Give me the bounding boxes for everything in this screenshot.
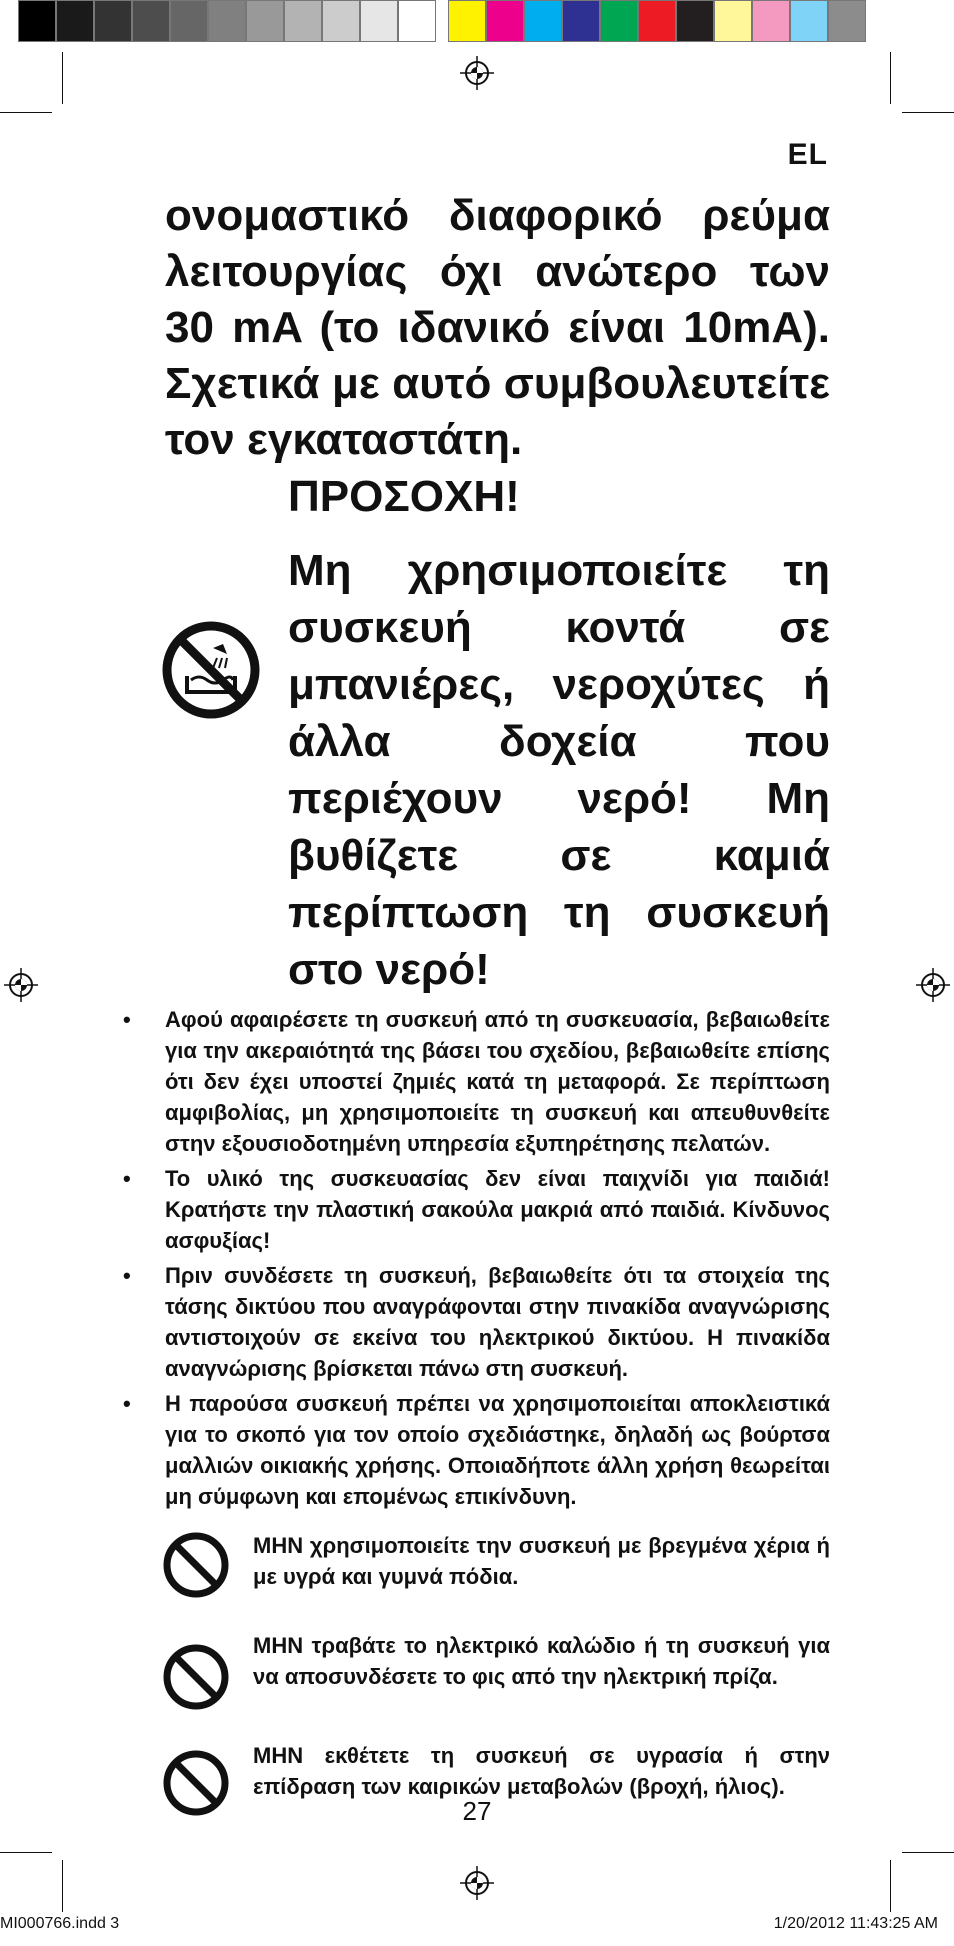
crop-mark-top-left-v: [62, 52, 63, 104]
crop-mark-bottom-right-v: [890, 1860, 891, 1912]
language-tag: EL: [787, 138, 828, 171]
registration-mark-icon: [460, 56, 494, 90]
notice-text: ΜΗΝ τραβάτε το ηλεκτρικό καλώδιο ή τη συσκευή για να αποσυνδέσετε το φις από την ηλεκτρική πρίζα.: [253, 1633, 830, 1689]
color-swatch: [486, 0, 524, 42]
bullet-text: Πριν συνδέσετε τη συσκευή, βεβαιωθείτε ότι τα στοιχεία της τάσης δικτύου που αναγράφονται στην πινακίδα αναγνώρισης αντιστοιχούν σε εκείνα του ηλεκτρικού δικτύου. Η πινακίδα αναγνώρισης βρίσκεται πάνω στη συσκευή.: [165, 1263, 830, 1381]
prohibition-notice: [165, 1530, 830, 1626]
color-swatch: [752, 0, 790, 42]
crop-mark-top-right-h: [902, 112, 954, 113]
color-swatch: [448, 0, 486, 42]
color-swatch: [322, 0, 360, 42]
prohibition-icon: [161, 1530, 231, 1600]
list-item: [123, 1163, 830, 1256]
bullet-mark: •: [123, 1007, 131, 1032]
lead-paragraph: ονομαστικό διαφορικό ρεύμα λειτουργίας όχι ανώτερο των 30 mA (το ιδανικό είναι 10mA). Σχετικά με αυτό συμβουλευτείτε τον εγκαταστάτη.: [165, 191, 830, 464]
list-item: [123, 1388, 830, 1512]
list-item: [123, 1004, 830, 1159]
color-swatch: [638, 0, 676, 42]
color-swatch: [56, 0, 94, 42]
color-swatch: [714, 0, 752, 42]
registration-mark-icon: [916, 968, 950, 1002]
color-swatch: [284, 0, 322, 42]
document-body: [123, 188, 830, 1836]
color-swatch: [676, 0, 714, 42]
notice-text: ΜΗΝ εκθέτετε τη συσκευή σε υγρασία ή στην επίδραση των καιρικών μεταβολών (βροχή, ήλιος).: [253, 1743, 830, 1799]
no-bathtub-water-icon: [161, 620, 261, 720]
bullet-mark: •: [123, 1263, 131, 1288]
color-swatch: [94, 0, 132, 42]
notice-text: ΜΗΝ χρησιμοποιείτε την συσκευή με βρεγμένα χέρια ή με υγρά και γυμνά πόδια.: [253, 1533, 830, 1589]
color-calibration-bar: [18, 0, 866, 45]
color-bar-gap: [436, 0, 448, 45]
color-swatch: [170, 0, 208, 42]
registration-mark-icon: [460, 1866, 494, 1900]
color-swatch: [790, 0, 828, 42]
crop-mark-top-left-h: [0, 112, 52, 113]
crop-mark-top-right-v: [890, 52, 891, 104]
crop-mark-bottom-left-v: [62, 1860, 63, 1912]
crop-mark-bottom-right-h: [902, 1852, 954, 1853]
color-swatch: [562, 0, 600, 42]
color-swatch: [398, 0, 436, 42]
bullet-text: Η παρούσα συσκευή πρέπει να χρησιμοποιείται αποκλειστικά για το σκοπό για τον οποίο σχεδιάστηκε, δηλαδή ως βούρτσα μαλλιών οικιακής χρήσης. Οποιαδήποτε άλλη χρήση θεωρείται μη σύμφωνη και επομένως επικίνδυνη.: [165, 1391, 830, 1509]
color-swatch: [360, 0, 398, 42]
warning-title: ΠΡΟΣΟΧΗ!: [288, 472, 520, 521]
warning-text: Μη χρησιμοποιείτε τη συσκευή κοντά σε μπανιέρες, νεροχύτες ή άλλα δοχεία που περιέχουν νερό! Μη βυθίζετε σε καμιά περίπτωση τη συσκευή στο νερό!: [288, 546, 830, 994]
bullet-text: Αφού αφαιρέσετε τη συσκευή από τη συσκευασία, βεβαιωθείτε για την ακεραιότητά της βάσει του σχεδίου, βεβαιωθείτε επίσης ότι δεν έχει υποστεί ζημιές κατά τη μεταφορά. Σε περίπτωση αμφιβολίας, μη χρησιμοποιείτε τη συσκευή και απευθυνθείτε στην εξουσιοδοτημένη υπηρεσία εξυπηρέτησης πελατών.: [165, 1007, 830, 1156]
registration-mark-icon: [4, 968, 38, 1002]
color-swatch: [600, 0, 638, 42]
color-swatch: [132, 0, 170, 42]
file-info: MI000766.indd 3: [0, 1915, 120, 1932]
color-swatch: [246, 0, 284, 42]
color-swatch: [208, 0, 246, 42]
prohibition-icon: [161, 1642, 231, 1712]
bullet-mark: •: [123, 1391, 131, 1416]
warning-block: [165, 468, 830, 998]
page-number: 27: [462, 1796, 492, 1826]
color-swatch: [524, 0, 562, 42]
safety-bullet-list: [123, 1004, 830, 1512]
prohibition-notice: [165, 1630, 830, 1726]
bullet-mark: •: [123, 1166, 131, 1191]
crop-mark-bottom-left-h: [0, 1852, 52, 1853]
color-swatch: [828, 0, 866, 42]
color-swatch: [18, 0, 56, 42]
list-item: [123, 1260, 830, 1384]
print-date: 1/20/2012 11:43:25 AM: [773, 1915, 938, 1932]
bullet-text: Το υλικό της συσκευασίας δεν είναι παιχνίδι για παιδιά! Κρατήστε την πλαστική σακούλα μακριά από παιδιά. Κίνδυνος ασφυξίας!: [165, 1166, 830, 1253]
